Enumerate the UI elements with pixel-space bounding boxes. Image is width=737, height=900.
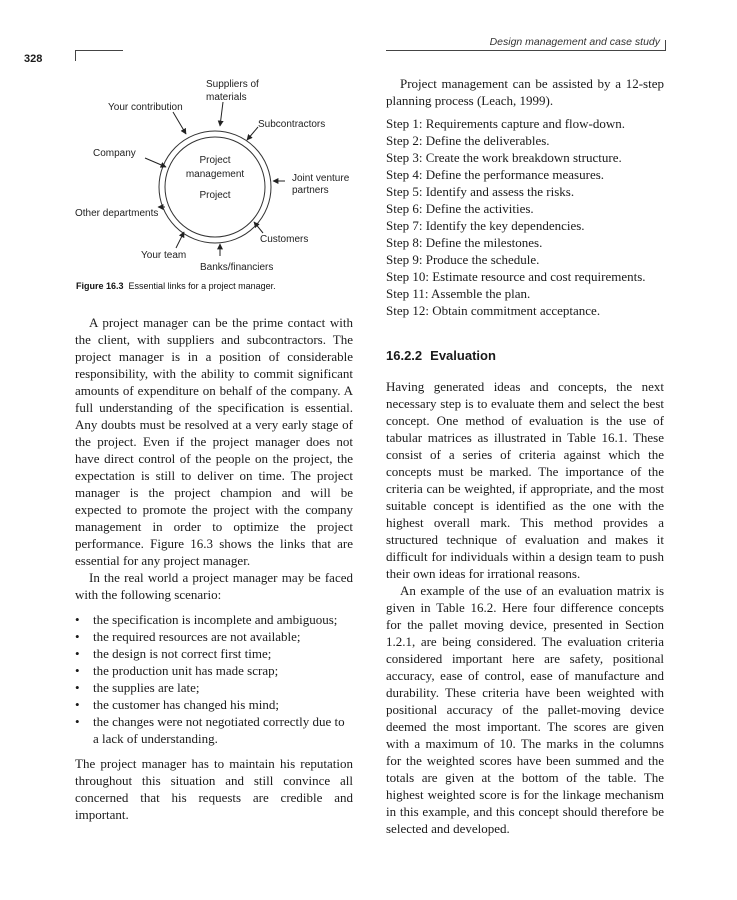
arrow-company — [145, 158, 166, 167]
list-item: Step 9: Produce the schedule. — [386, 252, 540, 267]
list-item: Step 12: Obtain commitment acceptance. — [386, 303, 601, 318]
list-item: • the design is not correct first time; — [75, 645, 353, 662]
list-item: • the changes were not negotiated correctly due to a lack of understanding. — [75, 713, 353, 747]
section-heading — [386, 347, 664, 364]
list-item: Step 5: Identify and assess the risks. — [386, 184, 575, 199]
list-item: Step 8: Define the milestones. — [386, 235, 543, 250]
section-number: 16.2.2 — [386, 348, 423, 363]
scenario-list — [75, 611, 353, 747]
list-item: Step 7: Identify the key dependencies. — [386, 218, 585, 233]
list-item: Step 10: Estimate resource and cost requirements. — [386, 269, 646, 284]
list-item: Step 11: Assemble the plan. — [386, 286, 531, 301]
inner-ring — [165, 137, 265, 237]
link-customers: Customers — [260, 234, 309, 245]
header-rule-right — [386, 50, 666, 51]
running-head: Design management and case study — [489, 36, 660, 48]
left-paragraph-2: In the real world a project manager may be faced with the following scenario: — [75, 570, 353, 602]
link-banks: Banks/financiers — [200, 262, 274, 273]
center-label-1: Project — [199, 155, 231, 166]
list-item: Step 2: Define the deliverables. — [386, 133, 550, 148]
page-number: 328 — [24, 53, 43, 65]
link-subcontractors: Subcontractors — [258, 119, 326, 130]
link-your-team: Your team — [141, 250, 187, 261]
project-links-diagram — [70, 70, 370, 280]
arrow-customers — [254, 222, 263, 233]
header-rule-right-tick — [665, 40, 666, 51]
link-other-departments: Other departments — [75, 208, 159, 219]
section-title: Evaluation — [430, 348, 496, 363]
list-item: Step 1: Requirements capture and flow-down. — [386, 116, 625, 131]
link-company: Company — [93, 148, 136, 159]
outer-ring — [159, 131, 271, 243]
arrow-suppliers — [220, 102, 223, 126]
link-joint-venture-line2: partners — [292, 185, 329, 196]
list-item: • the production unit has made scrap; — [75, 662, 353, 679]
right-paragraph-1: Having generated ideas and concepts, the next necessary step is to evaluate them and select the best concept. One method of evaluation is the use of tabular matrices as illustrated in Table 16.1. These consist of a series of criteria against which the concepts must be marked. The importance of the criteria can be weighted, if appropriate, and the most suitable concept is identified as the one with the highest overall mark. This method provides a structured technique of evaluation and makes it difficult for individuals within a design team to push their own ideas for irrational reasons. — [386, 379, 664, 581]
list-item: • the specification is incomplete and ambiguous; — [75, 611, 353, 628]
arrow-subcontractors — [247, 127, 258, 140]
list-item: • the required resources are not available; — [75, 628, 353, 645]
left-paragraph-3: The project manager has to maintain his reputation throughout this situation and still convince all concerned that his requests are credible and important. — [75, 756, 353, 822]
figure-caption-label: Figure 16.3 — [76, 281, 124, 291]
steps-list — [386, 115, 664, 319]
link-joint-venture-line1: Joint venture — [292, 173, 350, 184]
list-item: Step 3: Create the work breakdown structure. — [386, 150, 622, 165]
list-item: • the customer has changed his mind; — [75, 696, 353, 713]
right-paragraph-2: An example of the use of an evaluation matrix is given in Table 16.2. Here four difference concepts for the pallet moving device, presented in Section 1.2.1, are being considered. The evaluation criteria considered important here are safety, positional accuracy, ease of control, ease of manufacture and durability. These criteria have been weighted with positional accuracy of the pallet-moving device deemed the most important. The scores are given with a maximum of 10. The marks in the columns for the weighted scores have been summed and the totals are given at the bottom of the table. The highest weighted score is for the linkage mechanism in this example, and this concept should therefore be selected and developed. — [386, 583, 664, 836]
header-rule-left-tick — [75, 50, 76, 61]
left-column — [75, 314, 353, 823]
link-suppliers-line2: materials — [206, 92, 247, 103]
center-label-3: Project — [199, 190, 231, 201]
center-label-2: management — [185, 169, 245, 180]
arrow-your-contribution — [173, 112, 186, 134]
header-rule-left — [75, 50, 123, 51]
list-item: Step 6: Define the activities. — [386, 201, 534, 216]
list-item: • the supplies are late; — [75, 679, 353, 696]
figure-caption-text: Essential links for a project manager. — [128, 281, 276, 291]
right-column — [386, 75, 664, 837]
link-suppliers-line1: Suppliers of — [206, 79, 259, 90]
steps-intro: Project management can be assisted by a 12-step planning process (Leach, 1999). — [386, 76, 664, 108]
arrow-your-team — [176, 232, 184, 248]
left-paragraph-1: A project manager can be the prime contact with the client, with suppliers and subcontractors. The project manager is in a position of considerable responsibility, with the ability to commit significant amounts of expenditure on behalf of the company. A full understanding of the specification is essential. Any doubts must be resolved at a very early stage of the project. Even if the project manager does not have direct control of the people on the project, the expectation is still to deliver on time. The project manager is the project champion and will be expected to promote the project with the company management in order to optimize the project performance. Figure 16.3 shows the links that are essential for any project manager. — [75, 315, 353, 568]
list-item: Step 4: Define the performance measures. — [386, 167, 605, 182]
link-your-contribution: Your contribution — [108, 102, 183, 113]
figure-caption — [76, 281, 276, 291]
